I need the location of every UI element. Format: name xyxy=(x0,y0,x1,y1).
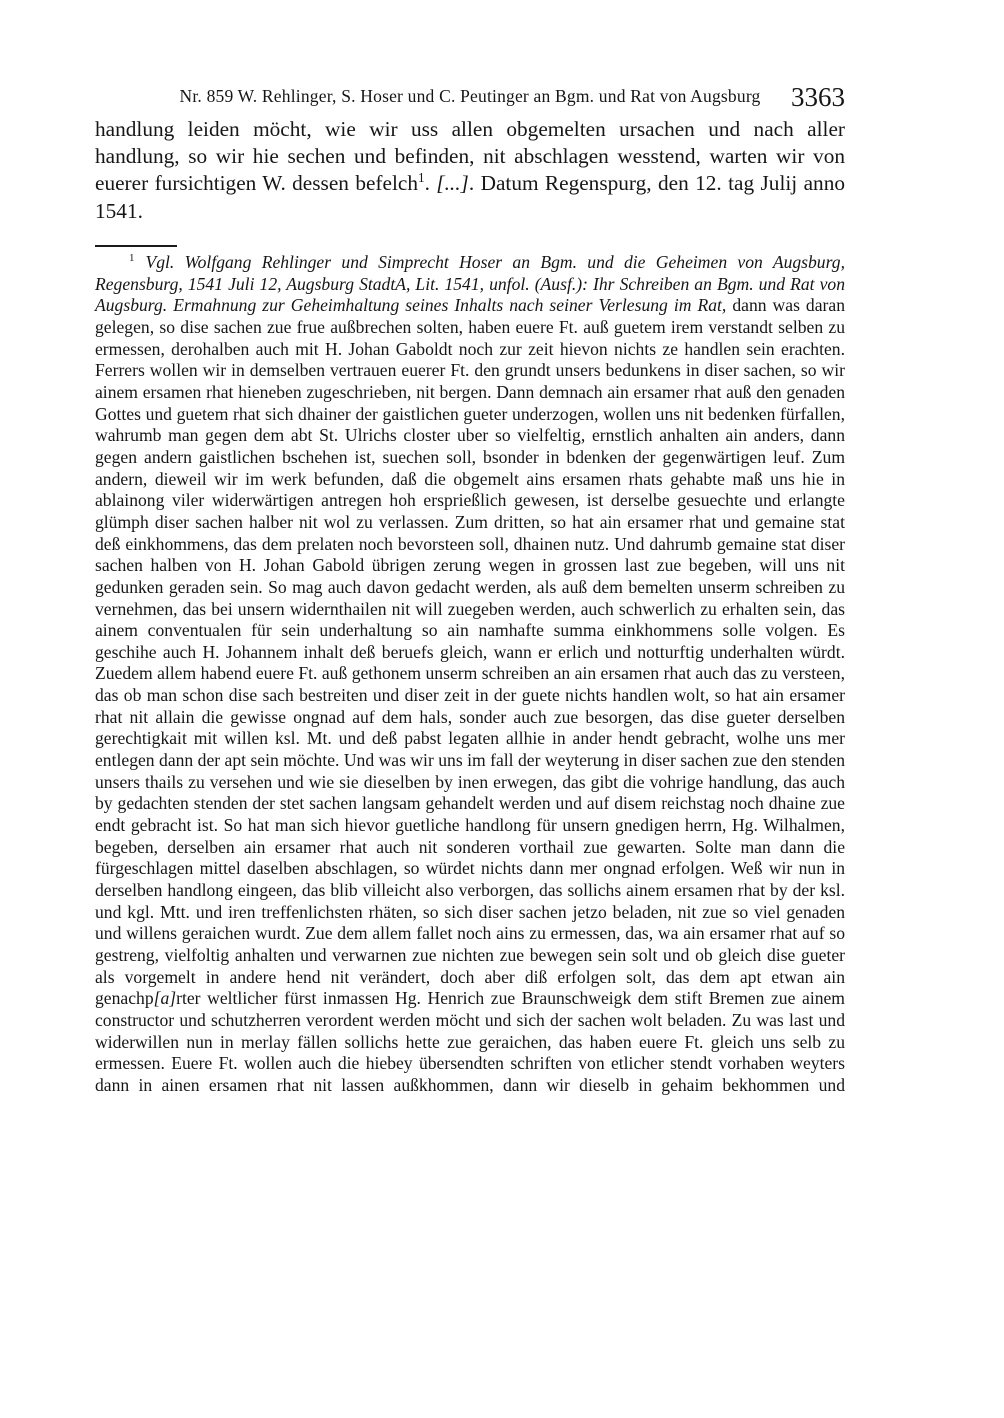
footnote-marker-1: 1 xyxy=(129,252,135,265)
footnote-separator-rule xyxy=(95,245,177,247)
footnote-text-segment: dann was daran gelegen, so dise sachen zue frue außbrechen solten, haben euere Ft. auß guetem irem verstandt selben zu ermessen, derohalben auch mit H. Johan Gaboldt noch zur zeit hievon nichts ze handlen sein erachten. Ferrers wollen wir in demselben vertrauen euerer Ft. den grundt unsers bedunkens in diser sachen, so wir ainem ersamen rhat hieneben zugeschrieben, nit bergen. Dann demnach ain ersamer rhat auß den genaden Gottes und guetem rhat sich dhainer der gaistlichen gueter underzogen, wollen uns nit bedenken fürfallen, wahrumb man gegen dem abt St. Ulrichs closter uber so vielfeltig, ernstlich anhalten ain anders, dann gegen andern gaistlichen bschehen ist, suechen soll, bsonder in bdenken der gegenwärtigen leuf. Zum andern, dieweil wir im werk befunden, daß die obgemelt ains ersamen rhats gehabte maß uns hie in ablainong viler widerwärtigen antregen hoh ersprießlich gewesen, ist derselbe gesuechte und erlangte glümph diser sachen halber nit wol zu verlassen. Zum dritten, so hat ain ersamer rhat und gemaine stat deß einkhommens, das dem prelaten noch bevorsteen soll, dhainen nutz. Und dahrumb gemaine stat diser sachen halben von H. Johan Gabold übrigen zerung wegen in grossen last zue begeben, will uns nit gedunken geraden sein. So mag auch davon gedacht werden, als auß dem bemelten unserm schreiben zu vernehmen, das bei unsern widernthailen nit will zuegeben werden, auch schwerlich zu erhalten sein, das ainem conventualen für sein underhaltung so ain namhafte summa einkhommens solle volgen. Es geschihe auch H. Johannem inhalt deß beruefs gleich, wann er erlich und notturftig underhalten würdt. Zuedem allem habend euere Ft. auß gethonem unserm schreiben an ain ersamen rhat auch das zu versteen, das ob man schon dise sach bestreiten und diser zeit in der guete nichts handlen wolt, so hat ain ersamer rhat nit allain die gewisse ongnad auf dem hals, sonder auch zue besorgen, das dise gueter derselben gerechtigkait mit willen ksl. Mt. und deß pabst legaten allhie in ander hendt gebracht, wolhe uns mer entlegen dann der apt sein möchte. Und was wir uns im fall der weyterung in diser sachen zue den stenden unsers thails zu versehen und wie sie dieselben by inen erwegen, das gibt die vohrige handlung, das auch by gedachten stenden der stet sachen langsam gehandelt werden und auf disem reichstag noch dhaine zue endt gebracht ist. So hat man sich hievor guetliche handlong für unsern gnedigen herrn, Hg. Wilhalmen, begeben, derselben ain ersamer rhat auch nit sonderen vorthail zue gewarten. Solte man dann die fürgeschlagen mittel daselben abschlagen, so würdet nichts dann mer ongnad erfolgen. Weß wir nun in derselben handlong eingeen, das blib villeicht also verborgen, das sollichs ainem ersamen rhat by der ksl. und kgl. Mtt. und iren treffenlichsten rhäten, so sich diser sachen jetzo beladen, nit zue so viel genaden und willens geraichen wurdt. Zue dem allem fallet noch ains zu ermessen, das, wa ain ersamer rhat auf so gestreng, vielfoltig anhalten und verwarnen zue nichten zue bewegen sein solt und ob gleich dise gueter als vorgemelt in andere hend nit verändert, doch aber diß erfolgen solt, das dem apt etwan ain genachp xyxy=(95,295,846,1009)
editorial-ellipsis: [...] xyxy=(436,171,469,196)
editorial-insertion: [a] xyxy=(153,988,177,1009)
footnote-citation-segment: Vgl. Wolfgang Rehlinger und Simprecht Hoser an Bgm. und die Geheimen von Augsburg, Regensburg, 1541 Juli 12, Augsburg StadtA, Lit. 1541, unfol. (Ausf.): Ihr Schreiben an Bgm. und Rat von Augsburg. Ermahnung zur Geheimhaltung seines Inhalts nach seiner Verlesung im Rat, xyxy=(95,252,845,316)
letter-text-segment: . xyxy=(424,171,437,196)
letter-text-segment: . Datum Regenspurg, den 12. tag Julij anno 1541. xyxy=(95,171,845,223)
footnote-text-segment: rter weltlicher fürst inmassen Hg. Henrich zue Braunschweigk dem stift Bremen zue ainem constructor und schutzherren verordent werden möcht und sich der sachen wolt beladen. Zu was last und widerwillen nun in merlay fällen sollichs hette zue geraichen, das haben euere Ft. gleich uns selb zu ermessen. Euere Ft. wollen auch die hiebey übersendten schriften von etlicher stendt vorhaben weyters dann in ainen ersamen rhat nit lassen außkhommen, dann wir dieselb in gehaim bekhommen und xyxy=(95,988,845,1095)
letter-body-text xyxy=(95,116,845,225)
running-head xyxy=(95,80,845,112)
footnote-reference-1: 1 xyxy=(417,170,425,186)
running-head-title: Nr. 859 W. Rehlinger, S. Hoser und C. Peutinger an Bgm. und Rat von Augsburg xyxy=(179,86,761,106)
page-number: 3363 xyxy=(791,82,845,112)
footnote-1 xyxy=(95,252,845,1097)
letter-text-segment: handlung leiden möcht, wie wir uss allen obgemelten ursachen und nach aller handlung, so wir hie sechen und befinden, nit abschlagen wesstend, warten wir von euerer fursichtigen W. dessen befelch xyxy=(95,117,845,196)
